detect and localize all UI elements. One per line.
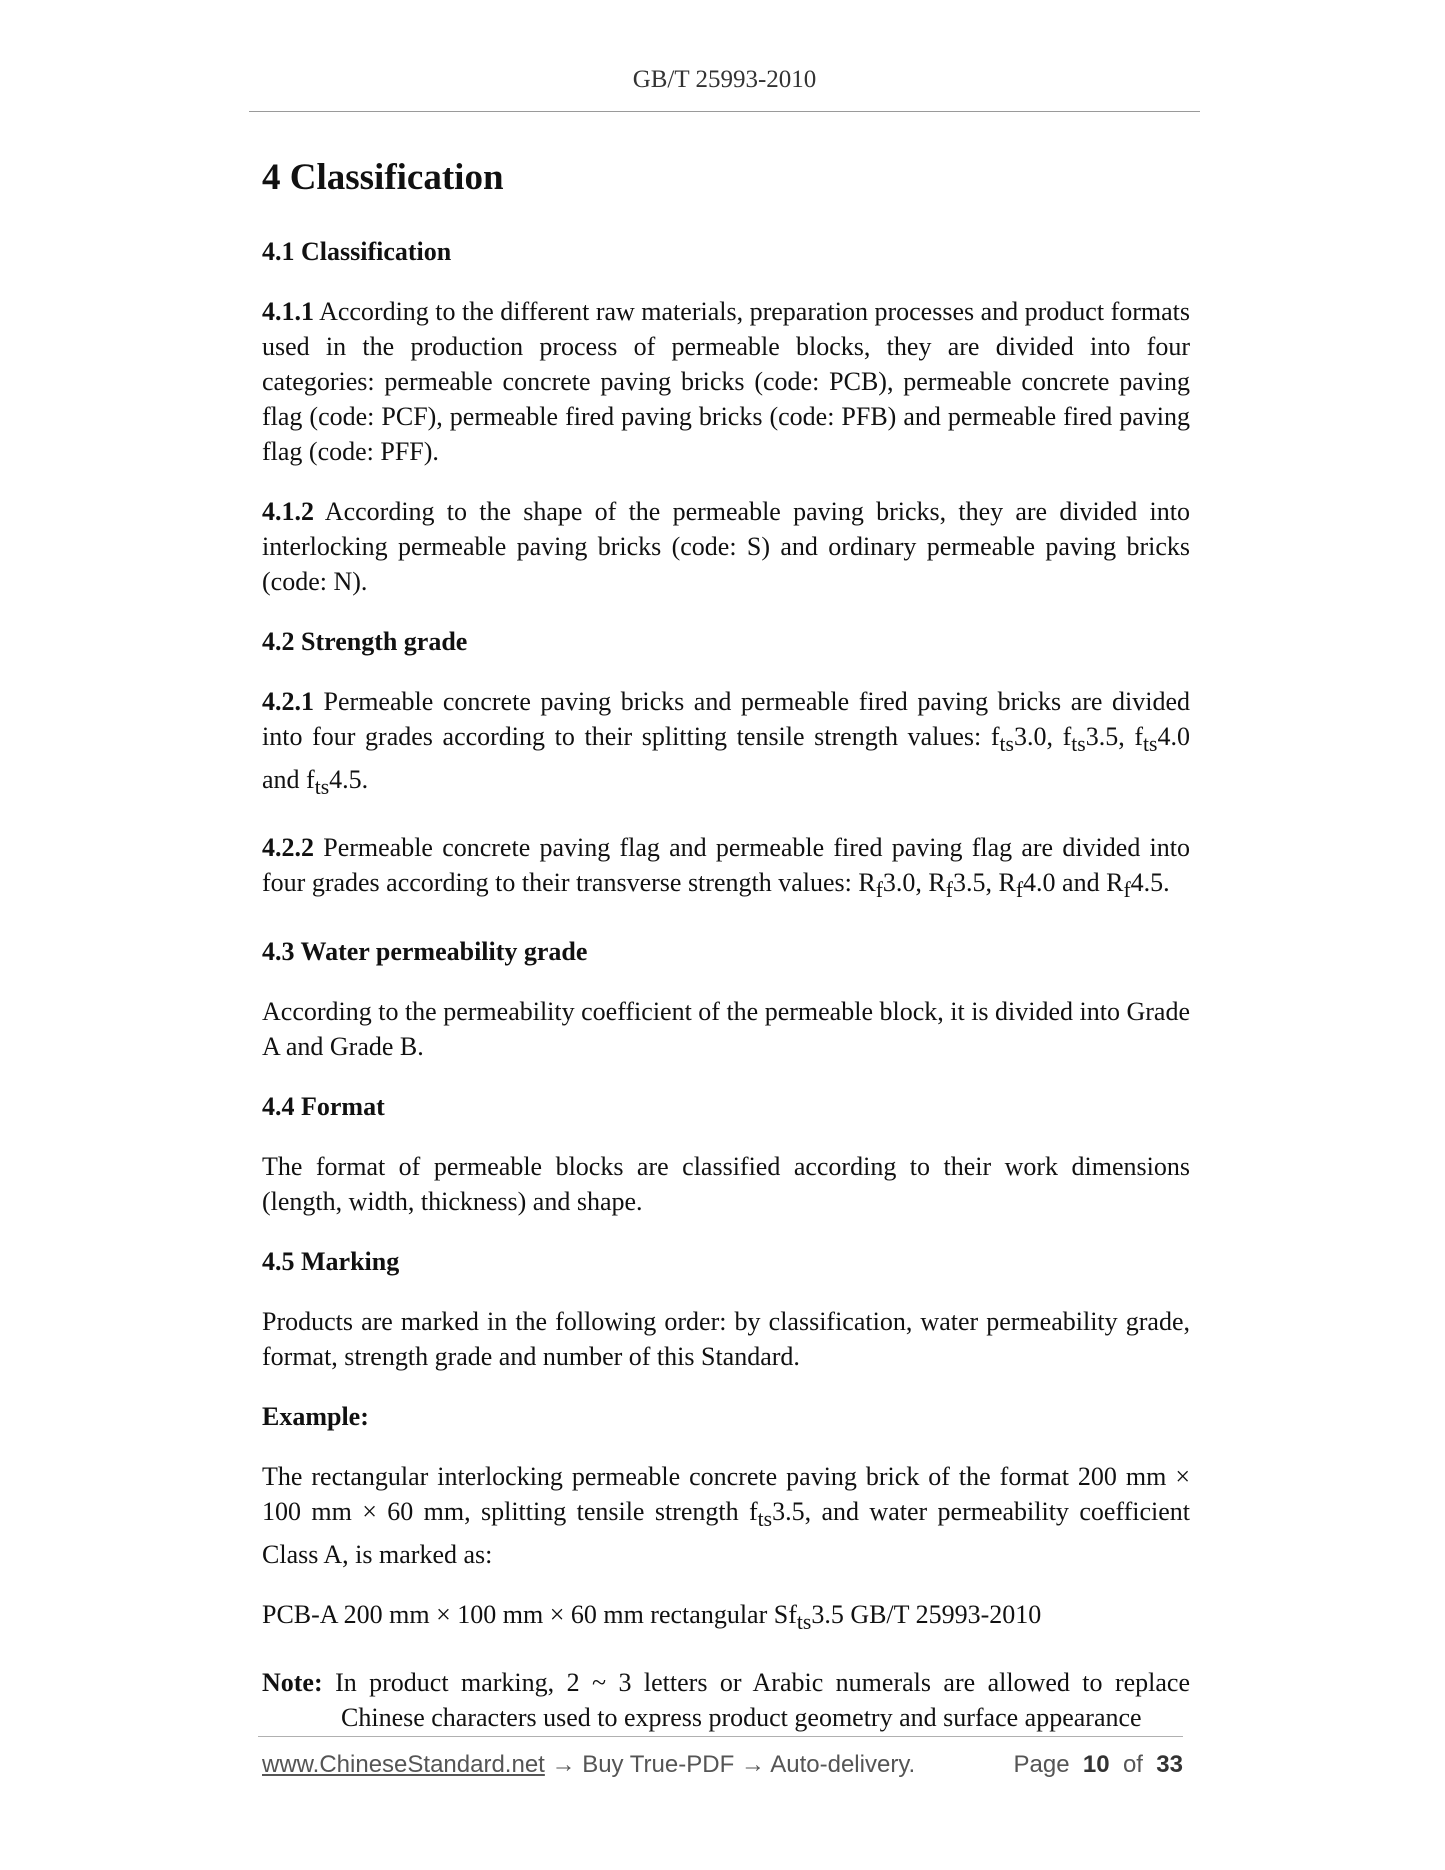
page-number: 10 <box>1082 1751 1110 1778</box>
paragraph-4-4: The format of permeable blocks are classified according to their work dimensions (length, width, thickness) and shape. <box>262 1151 1190 1216</box>
page-footer <box>262 1751 1183 1779</box>
section-heading-4-1: 4.1 Classification <box>262 237 452 266</box>
section-heading-4-2: 4.2 Strength grade <box>262 627 468 656</box>
note-paragraph: Note: In product marking, 2 ~ 3 letters or Arabic numerals are allowed to replace Chinese characters used to express product geometry and surface appearance <box>262 1667 1190 1732</box>
paragraph-4-2-1: 4.2.1 Permeable concrete paving bricks and permeable fired paving bricks are divided into four grades according to their splitting tensile strength values: $f_{ts}3.0$, $f_{ts}3.5$, $f_{ts}4.0$ and $f_{ts}4.5$. <box>262 687 1190 800</box>
clause-number: 4.1.1 <box>262 297 314 326</box>
arrow-icon: → <box>544 1751 583 1778</box>
clause-number: 4.2.2 <box>262 833 314 863</box>
header-divider <box>249 111 1200 112</box>
section-heading-4-3: 4.3 Water permeability grade <box>262 936 588 966</box>
paragraph-4-2-2: 4.2.2 Permeable concrete paving flag and permeable fired paving flag are divided into four grades according to their transverse strength values: $R_f3.0$, $R_f3.5$, $R_f4.0$ and $R_f4.5$. <box>262 833 1190 903</box>
page-content <box>262 150 1190 1735</box>
clause-number: 4.2.1 <box>262 687 314 716</box>
paragraph-4-1-1: 4.1.1 According to the different raw materials, preparation processes and product formats used in the production process of permeable blocks, they are divided into four categories: permeable concrete paving bricks (code: PCB), permeable concrete paving flag (code: PCF), permeable fired paving bricks (code: PFB) and permeable fired paving flag (code: PFF). <box>262 297 1190 466</box>
marking-example: PCB-A 200 mm × 100 mm × 60 mm rectangular $Sf_{ts}3.5$ GB/T 25993-2010 <box>262 1599 1042 1634</box>
paragraph-4-1-2: 4.1.2 According to the shape of the permeable paving bricks, they are divided into interlocking permeable paving bricks (code: S) and ordinary permeable paving bricks (code: N). <box>262 497 1190 596</box>
site-link[interactable]: www.ChineseStandard.net <box>262 1751 545 1778</box>
paragraph-4-5: Products are marked in the following order: by classification, water permeability grade, format, strength grade and number of this Standard. <box>262 1306 1190 1371</box>
arrow-icon: → <box>734 1751 771 1778</box>
total-pages: 33 <box>1156 1751 1183 1778</box>
document-header: GB/T 25993-2010 <box>632 66 817 93</box>
example-label: Example: <box>262 1401 369 1431</box>
footer-links <box>262 1751 915 1779</box>
buy-pdf-text: Buy True-PDF <box>582 1751 735 1778</box>
chapter-title: 4 Classification <box>262 157 504 198</box>
delivery-text: Auto-delivery. <box>770 1751 916 1778</box>
clause-number: 4.1.2 <box>262 497 314 526</box>
note-label: Note: <box>262 1667 323 1697</box>
paragraph-4-3: According to the permeability coefficient of the permeable block, it is divided into Grade A and Grade B. <box>262 996 1190 1061</box>
footer-divider <box>258 1736 1183 1737</box>
page-indicator: Page 10 of 33 <box>1013 1751 1183 1778</box>
section-heading-4-5: 4.5 Marking <box>262 1246 400 1276</box>
section-heading-4-4: 4.4 Format <box>262 1091 385 1121</box>
example-text: The rectangular interlocking permeable concrete paving brick of the format 200 mm × 100 mm × 60 mm, splitting tensile strength $f_{ts}3.5$, and water permeability coefficient Class A, is marked as: <box>262 1461 1190 1569</box>
